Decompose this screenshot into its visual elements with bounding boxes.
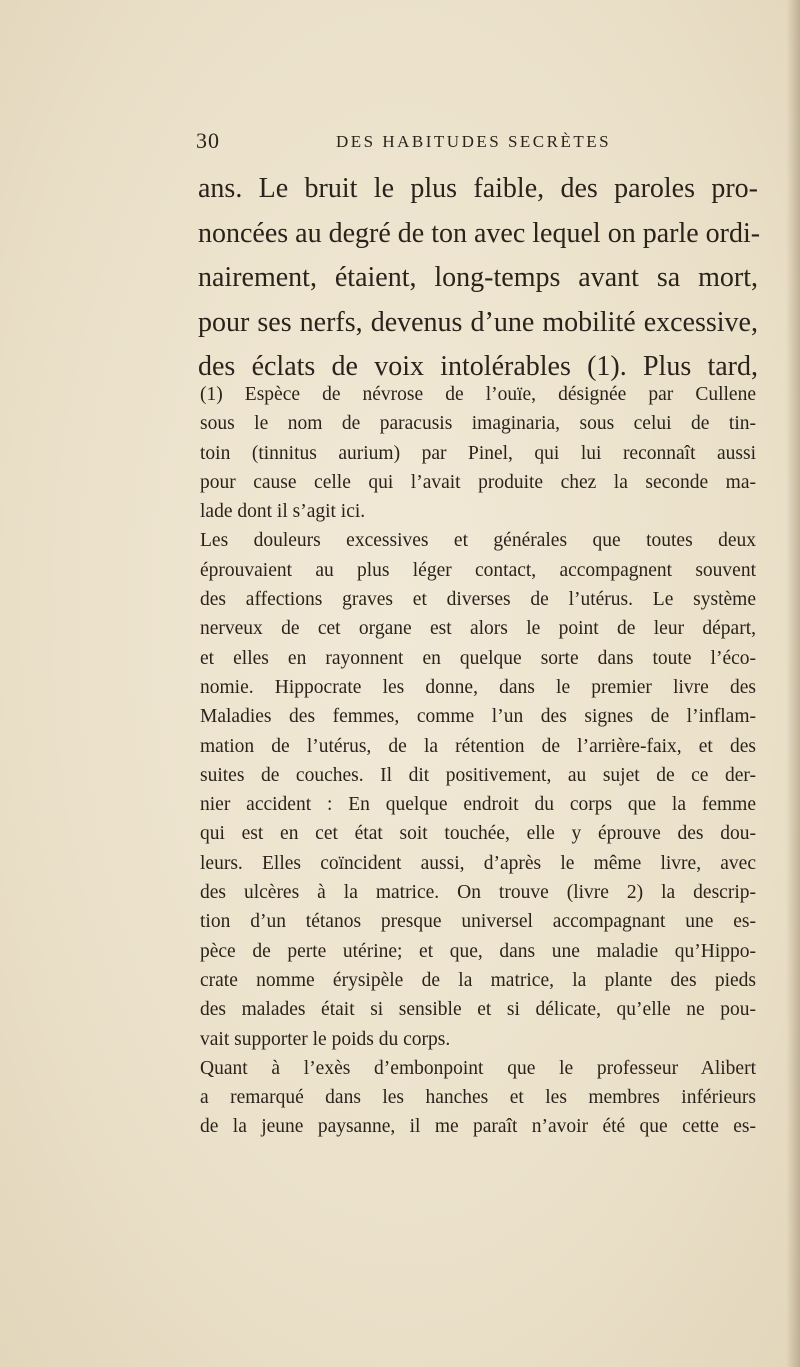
main-text-line: noncées au degré de ton avec lequel on parle ordi-	[198, 217, 761, 249]
footnote-line: de la jeune paysanne, il me paraît n’avoir été que cette es-	[200, 1116, 756, 1138]
running-title: DES HABITUDES SECRÈTES	[336, 132, 612, 151]
footnote-line: Les douleurs excessives et générales que toutes deux	[200, 530, 756, 552]
page-number: 30	[196, 128, 220, 153]
footnote-line: pèce de perte utérine; et que, dans une maladie qu’Hippo-	[200, 940, 756, 962]
footnote-line: sous le nom de paracusis imaginaria, sous celui de tin-	[200, 413, 756, 435]
footnote-line: a remarqué dans les hanches et les membres inférieurs	[200, 1087, 756, 1109]
footnote-line: nomie. Hippocrate les donne, dans le premier livre des	[200, 676, 756, 698]
footnote-line: tion d’un tétanos presque universel accompagnant une es-	[200, 911, 756, 933]
footnote-line: crate nomme érysipèle de la matrice, la plante des pieds	[200, 969, 756, 991]
footnote-line: Maladies des femmes, comme l’un des signes de l’inflam-	[200, 706, 756, 728]
main-text-block	[198, 167, 761, 390]
footnote-line: et elles en rayonnent en quelque sorte dans toute l’éco-	[200, 647, 756, 669]
footnote-line: (1) Espèce de névrose de l’ouïe, désignée par Cullene	[200, 384, 756, 405]
footnote-line: vait supporter le poids du corps.	[200, 1028, 451, 1050]
footnote-line: des ulcères à la matrice. On trouve (livre 2) la descrip-	[200, 882, 756, 904]
footnote-line: des malades était si sensible et si délicate, qu’elle ne pou-	[200, 999, 756, 1021]
footnote-line: Quant à l’exès d’embonpoint que le professeur Alibert	[200, 1057, 756, 1079]
footnote-line: éprouvaient au plus léger contact, accompagnent souvent	[200, 559, 756, 581]
footnote-line: nier accident : En quelque endroit du corps que la femme	[200, 794, 756, 816]
main-text-line: pour ses nerfs, devenus d’une mobilité excessive,	[198, 306, 758, 338]
footnote-line: nerveux de cet organe est alors le point de leur départ,	[200, 618, 756, 640]
footnote-line: qui est en cet état soit touchée, elle y éprouve des dou-	[200, 823, 756, 845]
page-header	[196, 128, 756, 158]
footnote-line: toin (tinnitus aurium) par Pinel, qui lui reconnaît aussi	[200, 442, 756, 464]
footnote-line: mation de l’utérus, de la rétention de l’arrière-faix, et des	[200, 735, 756, 757]
footnote-line: pour cause celle qui l’avait produite chez la seconde ma-	[200, 471, 756, 493]
main-text-line: nairement, étaient, long-temps avant sa mort,	[198, 262, 758, 293]
footnote-line: suites de couches. Il dit positivement, au sujet de ce der-	[200, 764, 756, 786]
footnote-line: lade dont il s’agit ici.	[200, 501, 366, 523]
footnote-block	[200, 380, 756, 1142]
page-edge-shadow	[786, 0, 800, 1367]
main-text-line: des éclats de voix intolérables (1). Plus tard,	[198, 351, 758, 382]
footnote-line: des affections graves et diverses de l’utérus. Le système	[200, 589, 756, 611]
main-text-line: ans. Le bruit le plus faible, des paroles pro-	[198, 173, 758, 204]
footnote-line: leurs. Elles coïncident aussi, d’après le même livre, avec	[200, 852, 756, 874]
